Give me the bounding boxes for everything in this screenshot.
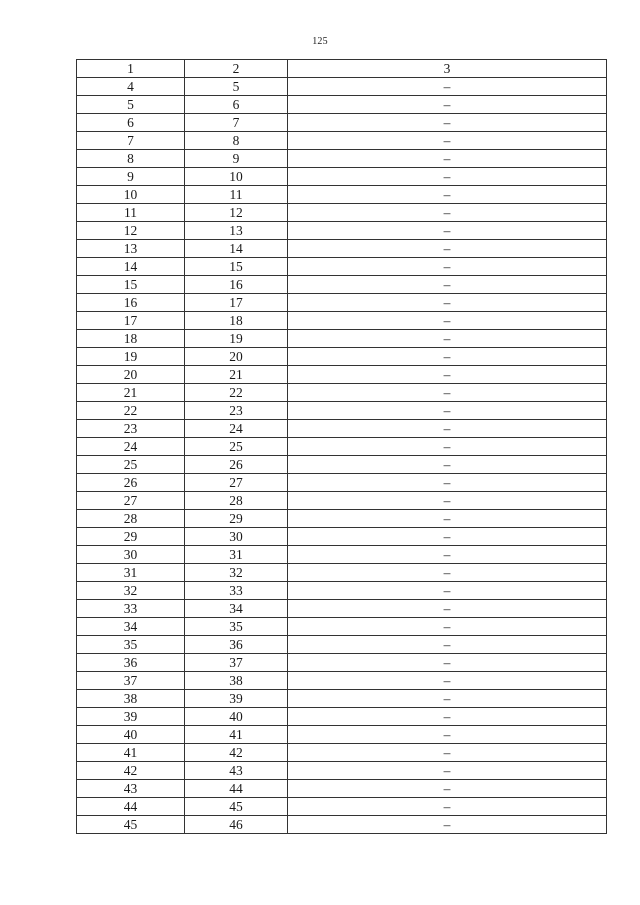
- table-cell-dash: –: [288, 384, 607, 402]
- table-cell: 23: [185, 402, 288, 420]
- table-row: [77, 132, 607, 150]
- table-cell-dash: –: [288, 258, 607, 276]
- table-cell-dash: –: [288, 420, 607, 438]
- table-cell-dash: –: [288, 186, 607, 204]
- table-row: [77, 258, 607, 276]
- table-cell: 38: [185, 672, 288, 690]
- table-cell: 7: [185, 114, 288, 132]
- table-row: [77, 744, 607, 762]
- table-cell-dash: –: [288, 294, 607, 312]
- table-cell-dash: –: [288, 528, 607, 546]
- table-cell: 21: [77, 384, 185, 402]
- table-cell: 9: [77, 168, 185, 186]
- table-row: [77, 96, 607, 114]
- table-cell: 18: [77, 330, 185, 348]
- table-row: [77, 456, 607, 474]
- table-row: [77, 780, 607, 798]
- table-cell-dash: –: [288, 816, 607, 834]
- table-cell: 11: [77, 204, 185, 222]
- table-cell-dash: –: [288, 366, 607, 384]
- table-cell: 14: [185, 240, 288, 258]
- table-row: [77, 348, 607, 366]
- table-cell: 45: [77, 816, 185, 834]
- table-row: [77, 600, 607, 618]
- table-row: [77, 150, 607, 168]
- table-cell: 12: [77, 222, 185, 240]
- table-row: [77, 366, 607, 384]
- table-cell-dash: –: [288, 762, 607, 780]
- table-row: [77, 330, 607, 348]
- table-cell-dash: –: [288, 312, 607, 330]
- table-row: [77, 690, 607, 708]
- table-cell: 21: [185, 366, 288, 384]
- table-row: [77, 618, 607, 636]
- table-row: [77, 474, 607, 492]
- table-cell: 35: [77, 636, 185, 654]
- table-cell: 25: [185, 438, 288, 456]
- header-cell-1: 1: [77, 60, 185, 78]
- table-cell: 7: [77, 132, 185, 150]
- table-cell-dash: –: [288, 618, 607, 636]
- table-cell: 28: [185, 492, 288, 510]
- table-cell: 30: [185, 528, 288, 546]
- page-number: 125: [312, 36, 328, 47]
- table-cell: 24: [77, 438, 185, 456]
- table-cell-dash: –: [288, 204, 607, 222]
- table-cell: 37: [185, 654, 288, 672]
- table-row: [77, 492, 607, 510]
- table-cell: 35: [185, 618, 288, 636]
- table-row: [77, 294, 607, 312]
- table-row: [77, 510, 607, 528]
- table-cell: 10: [185, 168, 288, 186]
- table-row: [77, 636, 607, 654]
- table-row: [77, 276, 607, 294]
- table-cell-dash: –: [288, 708, 607, 726]
- table-row: [77, 114, 607, 132]
- table-cell: 46: [185, 816, 288, 834]
- table-row: [77, 762, 607, 780]
- table-row: [77, 240, 607, 258]
- table-cell: 8: [77, 150, 185, 168]
- table-cell: 22: [77, 402, 185, 420]
- table-cell-dash: –: [288, 150, 607, 168]
- table-cell: 39: [185, 690, 288, 708]
- table-cell-dash: –: [288, 474, 607, 492]
- table-cell: 20: [185, 348, 288, 366]
- table-cell-dash: –: [288, 492, 607, 510]
- table-header-row: [77, 60, 607, 78]
- table-cell-dash: –: [288, 114, 607, 132]
- table-cell: 8: [185, 132, 288, 150]
- table-row: [77, 438, 607, 456]
- table-row: [77, 708, 607, 726]
- table-row: [77, 582, 607, 600]
- header-cell-2: 2: [185, 60, 288, 78]
- table-cell: 28: [77, 510, 185, 528]
- table-cell: 33: [77, 600, 185, 618]
- table-cell: 32: [185, 564, 288, 582]
- table-row: [77, 402, 607, 420]
- table-cell: 42: [185, 744, 288, 762]
- table-cell: 17: [77, 312, 185, 330]
- table-cell-dash: –: [288, 276, 607, 294]
- table-cell: 44: [77, 798, 185, 816]
- table-cell-dash: –: [288, 690, 607, 708]
- table-cell: 15: [185, 258, 288, 276]
- table-row: [77, 222, 607, 240]
- table-cell: 12: [185, 204, 288, 222]
- table-cell-dash: –: [288, 456, 607, 474]
- table-row: [77, 816, 607, 834]
- table-cell: 38: [77, 690, 185, 708]
- table-cell-dash: –: [288, 330, 607, 348]
- table-cell-dash: –: [288, 600, 607, 618]
- table-cell: 5: [77, 96, 185, 114]
- table-cell-dash: –: [288, 654, 607, 672]
- table-cell: 9: [185, 150, 288, 168]
- table-cell: 39: [77, 708, 185, 726]
- table-cell: 27: [77, 492, 185, 510]
- table-cell: 40: [77, 726, 185, 744]
- table-cell: 14: [77, 258, 185, 276]
- table-cell: 11: [185, 186, 288, 204]
- table-cell: 41: [77, 744, 185, 762]
- table-cell: 30: [77, 546, 185, 564]
- table-cell: 23: [77, 420, 185, 438]
- table-cell-dash: –: [288, 672, 607, 690]
- table-cell: 26: [77, 474, 185, 492]
- table-cell: 26: [185, 456, 288, 474]
- table-cell-dash: –: [288, 798, 607, 816]
- table-cell-dash: –: [288, 132, 607, 150]
- table-row: [77, 312, 607, 330]
- table-row: [77, 654, 607, 672]
- table-cell: 25: [77, 456, 185, 474]
- table-cell: 41: [185, 726, 288, 744]
- table-cell: 36: [77, 654, 185, 672]
- table-cell: 31: [77, 564, 185, 582]
- table-cell: 24: [185, 420, 288, 438]
- table-cell-dash: –: [288, 780, 607, 798]
- table-cell-dash: –: [288, 582, 607, 600]
- table-cell: 6: [185, 96, 288, 114]
- table-row: [77, 546, 607, 564]
- table-cell: 45: [185, 798, 288, 816]
- table-row: [77, 528, 607, 546]
- table-cell-dash: –: [288, 744, 607, 762]
- table-cell-dash: –: [288, 726, 607, 744]
- table-cell-dash: –: [288, 348, 607, 366]
- table-cell: 16: [77, 294, 185, 312]
- table-row: [77, 798, 607, 816]
- table-cell: 22: [185, 384, 288, 402]
- table-row: [77, 672, 607, 690]
- table-cell: 32: [77, 582, 185, 600]
- table-cell: 34: [77, 618, 185, 636]
- table-cell: 33: [185, 582, 288, 600]
- table-cell: 36: [185, 636, 288, 654]
- table-cell-dash: –: [288, 222, 607, 240]
- table-cell: 15: [77, 276, 185, 294]
- table-cell: 19: [77, 348, 185, 366]
- table-row: [77, 78, 607, 96]
- table-body: [77, 60, 607, 834]
- header-cell-3: 3: [288, 60, 607, 78]
- table-cell: 27: [185, 474, 288, 492]
- table-cell: 37: [77, 672, 185, 690]
- table-cell: 31: [185, 546, 288, 564]
- table-cell: 19: [185, 330, 288, 348]
- table-cell-dash: –: [288, 438, 607, 456]
- data-table: [76, 59, 607, 834]
- table-cell-dash: –: [288, 546, 607, 564]
- table-cell-dash: –: [288, 96, 607, 114]
- table-row: [77, 204, 607, 222]
- table-cell: 42: [77, 762, 185, 780]
- table-cell: 34: [185, 600, 288, 618]
- table-row: [77, 726, 607, 744]
- table-cell: 13: [185, 222, 288, 240]
- table-cell: 20: [77, 366, 185, 384]
- table-cell: 43: [185, 762, 288, 780]
- table-cell: 5: [185, 78, 288, 96]
- table-cell: 16: [185, 276, 288, 294]
- table-row: [77, 186, 607, 204]
- table-row: [77, 420, 607, 438]
- table-cell: 29: [77, 528, 185, 546]
- table-cell: 10: [77, 186, 185, 204]
- table-cell: 17: [185, 294, 288, 312]
- table-cell: 40: [185, 708, 288, 726]
- table-cell: 13: [77, 240, 185, 258]
- table-cell: 43: [77, 780, 185, 798]
- table-cell-dash: –: [288, 78, 607, 96]
- table-cell: 6: [77, 114, 185, 132]
- table-cell-dash: –: [288, 402, 607, 420]
- table-row: [77, 564, 607, 582]
- table-cell-dash: –: [288, 240, 607, 258]
- table-cell-dash: –: [288, 636, 607, 654]
- table-row: [77, 168, 607, 186]
- table-cell: 29: [185, 510, 288, 528]
- table-cell: 44: [185, 780, 288, 798]
- table-cell: 18: [185, 312, 288, 330]
- table-cell-dash: –: [288, 510, 607, 528]
- table-cell: 4: [77, 78, 185, 96]
- table-cell-dash: –: [288, 564, 607, 582]
- table-row: [77, 384, 607, 402]
- table-cell-dash: –: [288, 168, 607, 186]
